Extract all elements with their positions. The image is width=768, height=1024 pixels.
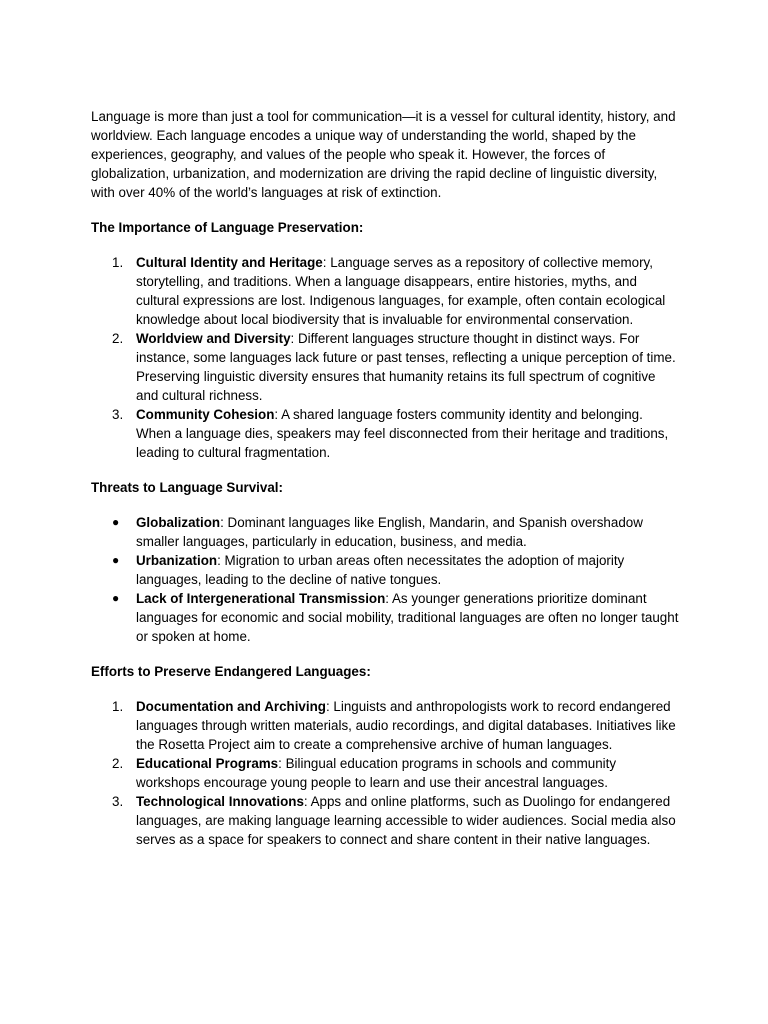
- intro-paragraph: Language is more than just a tool for communication—it is a vessel for cultural identity, history, and worldview. Each language encodes a unique way of understanding the world, shaped by the experiences, geography, and values of the people who speak it. However, the forces of globalization, urbanization, and modernization are driving the rapid decline of linguistic diversity, with over 40% of the world’s languages at risk of extinction.: [91, 109, 676, 200]
- item-text: : Apps and online platforms, such as Duolingo for endangered languages, are making language learning accessible to wider audiences. Social media also serves as a space for speakers to connect and share content in their native languages.: [136, 794, 676, 847]
- list-number: 1.: [112, 255, 124, 270]
- item-text: : As younger generations prioritize dominant languages for economic and social mobility, traditional languages are often no longer taught or spoken at home.: [136, 591, 679, 644]
- item-text: : Linguists and anthropologists work to record endangered languages through written materials, audio recordings, and digital databases. Initiatives like the Rosetta Project aim to create a comprehensive archive of human languages.: [136, 699, 676, 752]
- efforts-list: [91, 697, 680, 849]
- threats-heading: Threats to Language Survival:: [91, 480, 283, 495]
- list-item: [91, 697, 680, 754]
- item-term: Educational Programs: [136, 756, 279, 771]
- list-number: 3.: [112, 794, 124, 809]
- list-number: 2.: [112, 331, 124, 346]
- list-item: [91, 589, 680, 646]
- item-text: : A shared language fosters community identity and belonging. When a language dies, speakers may feel disconnected from their heritage and traditions, leading to cultural fragmentation.: [136, 407, 669, 460]
- item-text: : Language serves as a repository of collective memory, storytelling, and traditions. When a language disappears, entire histories, myths, and cultural expressions are lost. Indigenous languages, for example, often contain ecological knowledge about local biodiversity that is invaluable for environmental conservation.: [136, 255, 666, 327]
- item-term: Documentation and Archiving: [136, 699, 326, 714]
- item-term: Community Cohesion: [136, 407, 275, 422]
- bullet-marker: ●: [112, 591, 120, 605]
- importance-heading: The Importance of Language Preservation:: [91, 220, 364, 235]
- efforts-heading: Efforts to Preserve Endangered Languages:: [91, 664, 371, 679]
- list-number: 2.: [112, 756, 124, 771]
- list-item: [91, 513, 680, 551]
- importance-list: [91, 253, 680, 462]
- threats-list: [91, 513, 680, 646]
- list-item: [91, 792, 680, 849]
- item-term: Technological Innovations: [136, 794, 304, 809]
- list-item: [91, 405, 680, 462]
- item-term: Urbanization: [136, 553, 218, 568]
- item-term: Cultural Identity and Heritage: [136, 255, 323, 270]
- list-number: 3.: [112, 407, 124, 422]
- list-item: [91, 754, 680, 792]
- list-item: [91, 551, 680, 589]
- item-term: Worldview and Diversity: [136, 331, 291, 346]
- item-text: : Migration to urban areas often necessitates the adoption of majority languages, leading to the decline of native tongues.: [136, 553, 625, 587]
- item-text: : Bilingual education programs in schools and community workshops encourage young people to learn and use their ancestral languages.: [136, 756, 617, 790]
- list-item: [91, 253, 680, 329]
- list-number: 1.: [112, 699, 124, 714]
- item-text: : Dominant languages like English, Mandarin, and Spanish overshadow smaller languages, particularly in education, business, and media.: [136, 515, 643, 549]
- item-text: : Different languages structure thought in distinct ways. For instance, some languages lack future or past tenses, reflecting a unique perception of time. Preserving linguistic diversity ensures that humanity retains its full spectrum of cognitive and cultural richness.: [136, 331, 676, 403]
- bullet-marker: ●: [112, 553, 120, 567]
- item-term: Globalization: [136, 515, 221, 530]
- list-item: [91, 329, 680, 405]
- item-term: Lack of Intergenerational Transmission: [136, 591, 386, 606]
- bullet-marker: ●: [112, 515, 120, 529]
